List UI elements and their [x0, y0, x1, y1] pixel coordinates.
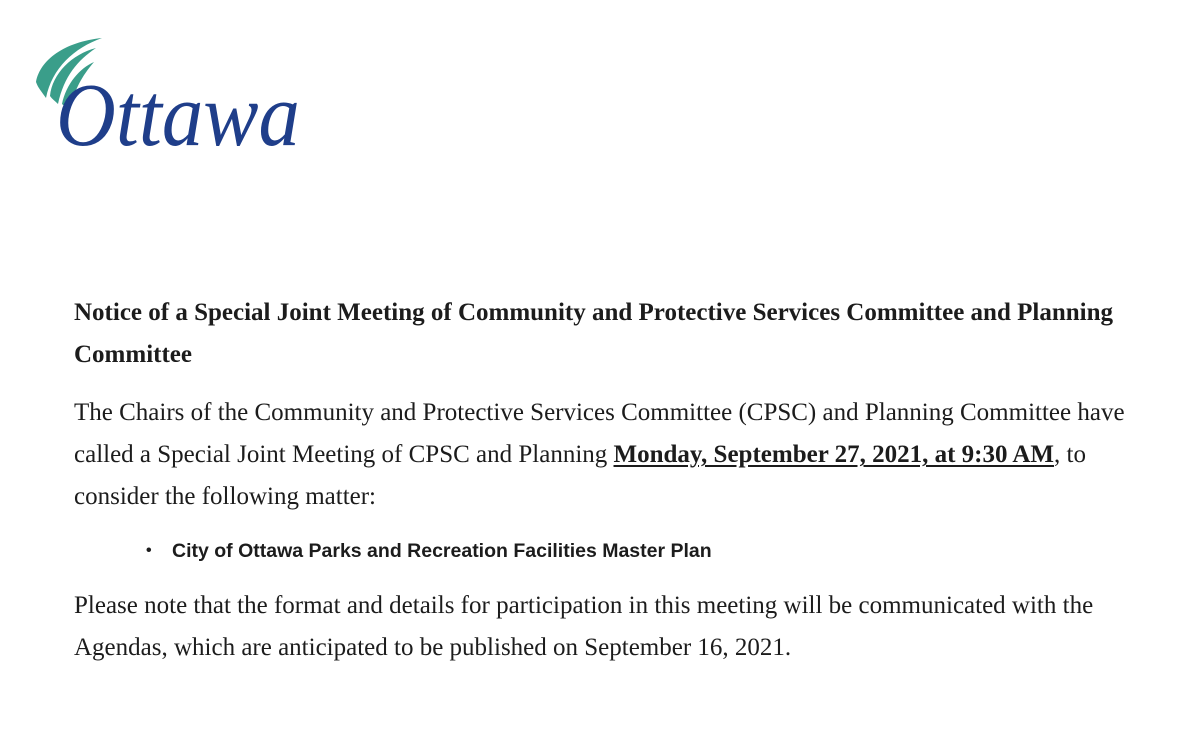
- bullet-icon: •: [146, 542, 152, 559]
- notice-title: Notice of a Special Joint Meeting of Community and Protective Services Committee and Planning Committee: [74, 299, 1113, 368]
- list-item: [146, 531, 1154, 571]
- logo-wordmark: Ottawa: [56, 66, 300, 156]
- intro-text-after: , to consider the following matter:: [74, 441, 1086, 510]
- meeting-date-time: Monday, September 27, 2021, at 9:30 AM: [613, 441, 1055, 468]
- notice-intro: [74, 392, 1154, 518]
- matter-label: City of Ottawa Parks and Recreation Facilities Master Plan: [172, 540, 712, 562]
- notice-closing: Please note that the format and details for participation in this meeting will be communicated with the Agendas, which are anticipated to be published on September 16, 2021.: [74, 592, 1094, 661]
- intro-text-before: The Chairs of the Community and Protective Services Committee (CPSC) and Planning Committee have called a Special Joint Meeting of CPSC and Planning: [74, 399, 1125, 468]
- notice-body: [74, 292, 1154, 669]
- ottawa-logo: [30, 34, 310, 156]
- matters-list: [74, 531, 1154, 571]
- ottawa-logo-graphic: [30, 34, 310, 156]
